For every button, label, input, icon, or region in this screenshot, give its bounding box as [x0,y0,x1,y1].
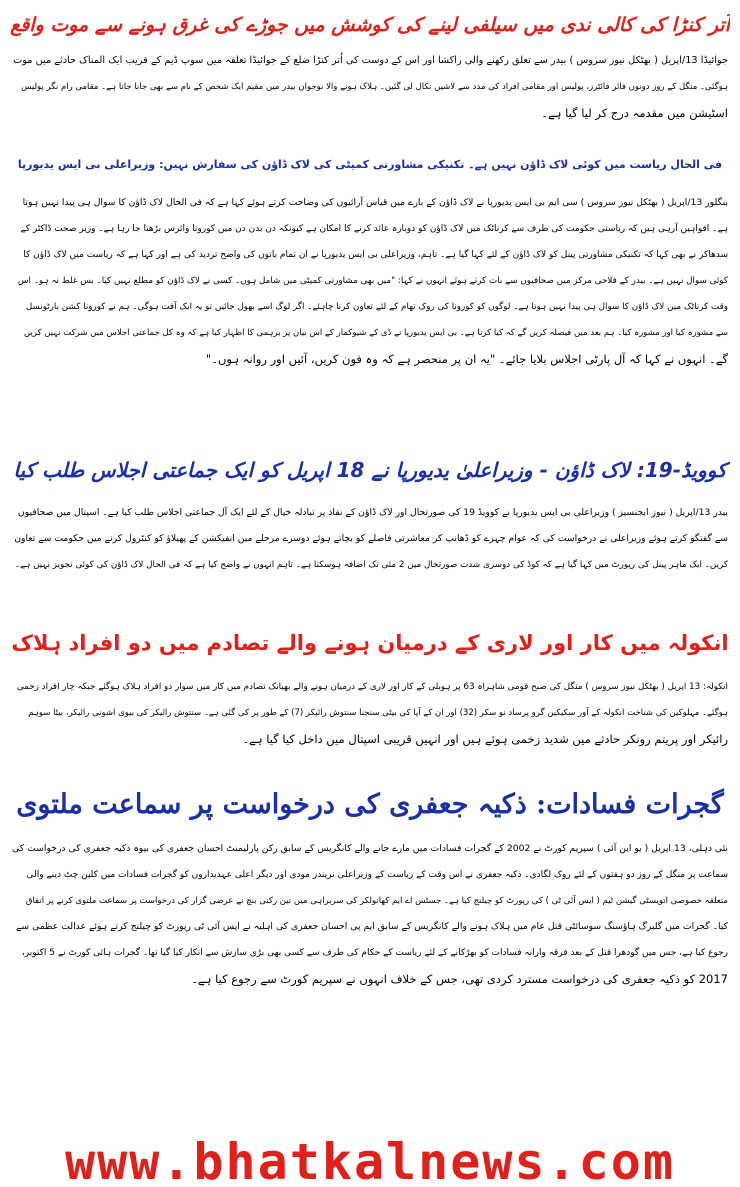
article-body-ankola-accident [10,674,730,774]
headline-gujarat-riots: گجرات فسادات: ذکیہ جعفری کی درخواست پر سماعت ملتوی [16,789,724,820]
text-line: انکولہ: 13 اپریل ( بھٹکل نیوز سروس ) منگل کی صبح قومی شاہراہ 63 پر ہوبلی کے کار اور لاری کے درمیان ہونے والے بھیانک تصادم میں کار میں سوار دو افراد ہلاک ہوگئے جبکہ چار افراد زخمی [17,682,728,692]
text-line: گے۔ انہوں نے کہا کہ آل پارٹی اجلاس بلایا جائے۔ "یہ ان پر منحصر ہے کہ وہ فون کریں، آئیں اور روانہ ہوں۔" [205,352,728,366]
headline-selfie-drowning: اُتر کنڑا کی کالی ندی میں سیلفی لینے کی کوشش میں جوڑے کی غرق ہونے سے موت واقع [10,14,730,36]
text-line: بنگلور 13/اپریل ( بھٹکل نیوز سروس ) سی ایم بی ایس یدیورپا نے لاک ڈاؤن کے بارے میں قیاس آرائیوں کی وضاحت کرتے ہوئے کہا ہے کہ فی الحال لاک ڈاؤن کا سوال ہی پیدا نہیں ہوتا [22,197,728,208]
text-line: سدھاکر نے بھی کہا کہ تکنیکی مشاورتی پینل کو لاک ڈاؤن کے لئے کہا گیا ہے۔ تاہم، وزیراعلی بی ایس یدیورپا نے ان تمام باتوں کی واضح تردید کی ہے اور کہا ہے کہ ریاست میں لاک ڈاؤن کا [23,250,728,260]
text-line: ہے۔ افواہیں آرہی ہیں کہ ریاستی حکومت کی طرف سے کرناٹک میں لاک ڈاؤن کو دوبارہ عائد کرنے کا امکان ہے کیونکہ دن بدن دن میں کورونا وائرس بڑھتا جا رہا ہے۔ وزیر صحت ڈاکٹر کے [20,224,728,234]
text-line: سے مشورہ کیا اور مشورہ کیا۔ ہم بعد میں فیصلہ کریں گے کہ کیا کرنا ہے۔ بی ایس یدیورپا نے ڈی کے شیوکمار کے اس بیان پر برہمی کا اظہار کیا ہے کہ وہ کل جماعتی اجلاس میں شرکت نہیں کریں [23,328,728,338]
text-line: سماعت پر منگل کے روز دو ہفتوں کے لئے روک لگادی۔ ذکیہ جعفری نے اس وقت کے ریاست کے وزیراعلی نریندر مودی اور دیگر اعلی عہدیداروں کو گجرات فسادات میں کلین چٹ دینے والی [26,870,728,880]
text-line: ہوگئی۔ منگل کے روز دونوں فائر فائٹرز، پولیس اور مقامی افراد کی مدد سے لاشیں نکال لی گئیں۔ ہلاک ہونے والا نوجوان بیدر میں مقیم ایک شخص کے نام سے بھی جانا جاتا ہے۔ مقامی رام نگر پولیس [21,82,728,92]
article-body-covid-all-party-meeting [10,500,730,612]
text-line: کریں۔ ایک ماہر پینل کی رپورٹ میں کہا گیا ہے کہ کوڈ کی دوسری شدت صورتحال میں 2 مئی تک اضافہ ہوسکتا ہے۔ تاہم انہوں نے واضح کیا ہے کہ فی الحال لاک ڈاؤن کی کوئی تجویز نہیں ہے۔ [14,560,728,570]
text-line: متعلقہ خصوصی انویسٹی گیشن ٹیم ( ایس آئی ٹی ) کی رپورٹ کو چیلنج کیا ہے۔ جسٹس اے ایم کھانولکر کی سربراہی میں تین رکنی بنچ نے عرضی گزار کی درخواست پر سماعت ملتوی کرنے پر اتفاق [25,896,728,906]
headline-no-lockdown: فی الحال ریاست میں کوئی لاک ڈاؤن نہیں ہے۔ تکنیکی مشاورتی کمیٹی کی لاک ڈاؤن کی سفارش نہیں: وزیراعلی بی ایس یدیورپا [17,158,723,171]
text-line: وقت کرناٹک میں لاک ڈاؤن کا سوال ہی پیدا نہیں ہوتا ہے۔ لوگوں کو کورونا کی روک تھام کے لئے تعاون کرنا چاہئے۔ اگر لوگ اسے بھول جائیں تو یہ ایک آفت ہوگی۔ ہم نے کورونا کشن بارٹونسل [25,302,728,312]
article-body-gujarat-riots [10,836,730,1044]
text-line: رائیکر اور پریتم رونکر حادثے میں شدید زخمی ہوئے ہیں اور انہیں قریبی اسپتال میں داخل کیا گیا ہے۔ [242,732,728,746]
text-line: کوئی سوال نہیں ہے۔ بیدر کے فلاحی مرکز میں صحافیوں سے بات کرتے ہوئے انہوں نے کہا: "میں بھی مشاورتی کمیٹی میں شامل ہوں۔ کسی نے لاک ڈاؤن کو مطلع نہیں کیا۔ بس غلط نہ ہو۔ اس [17,276,728,286]
article-body-selfie-drowning [10,48,730,140]
text-line: ہوگئے۔ مہلوکین کی شناخت انکولہ کے آور سکیکین گرو پرساد نو سکر (32) اور ان کے آپا کی بیٹی سنجنا سنتوش رائیکر (7) کے طور پر کی گئی ہے۔ سنتوش رائیکر کی بیوی اشونی رائیکر، بیٹا سوہم [28,708,728,718]
text-line: سے گفتگو کرتے ہوئے وزیراعلی نے درخواست کی کہ عوام چہرے کو ڈھانپ کر معاشرتی فاصلے کو بچاتے ہوئے دوسرے مرحلے میں انفیکشن کے پھیلاؤ کو کنٹرول کرنے میں حکومت سے تعاون [14,533,728,544]
text-line: 2017 کو ذکیہ جعفری کی درخواست مسترد کردی تھی، جس کے خلاف انہوں نے سپریم کورٹ سے رجوع کیا ہے۔ [191,972,728,986]
text-line: کیا۔ گجرات میں گلبرگ ہاؤسنگ سوسائٹی قتل عام میں ہلاک ہونے والے کانگریس کے سابق ایم پی احسان جعفری کی اہلیہ نے ایس آئی ٹی رپورٹ کو چیلنج کرتے ہوئے عدالت عظمی سے [16,921,728,932]
text-line: جوائیڈا 13/اپریل ( بھٹکل نیوز سروس ) بیدر سے تعلق رکھنے والی راکشا اور اس کے دوست کی اُتر کنڑا ضلع کے جوائیڈا تعلقہ میں سوپ ڈیم کے قریب ایک المناک حادثے میں موت [13,55,728,66]
headline-covid-all-party-meeting: کوویڈ-19: لاک ڈاؤن - وزیراعلیٰ یدیورپا نے 18 اپریل کو ایک جماعتی اجلاس طلب کیا [13,458,727,482]
text-line: اسٹیشن میں مقدمہ درج کر لیا گیا ہے۔ [541,106,728,120]
footer-site-watermark: www.bhatkalnews.com [65,1137,675,1187]
text-line: بیدر 13/اپریل ( نیوز ایجنسیز ) وزیراعلی بی ایس یدیورپا نے کوویڈ 19 کی صورتحال اور لاک ڈاؤن کے نفاذ پر تبادلہ خیال کے لئے ایک آل جماعتی اجلاس طلب کیا ہے۔ اسپتال میں صحافیوں [17,507,728,518]
article-body-no-lockdown [10,190,730,440]
text-line: نئی دہلی، 13 اپریل ( یو این آئی ) سپریم کورٹ نے 2002 کے گجرات فسادات میں مارے جانے والے کانگریس کے سابق رکن پارلیمنٹ احسان جعفری کی بیوہ ذکیہ جعفری کی درخواست کی [12,843,728,854]
text-line: رجوع کیا ہے، جس میں گودھرا قتل کے بعد فرقہ وارانہ فسادات کو بھڑکانے کے لئے ریاست کے حکام کی طرف سے کسی بھی بڑی سازش سے انکار کیا گیا تھا۔ گجرات ہائی کورٹ نے 5 اکتوبر، [21,948,728,958]
headline-ankola-accident: انکولہ میں کار اور لاری کے درمیان ہونے والے تصادم میں دو افراد ہلاک [11,631,729,655]
